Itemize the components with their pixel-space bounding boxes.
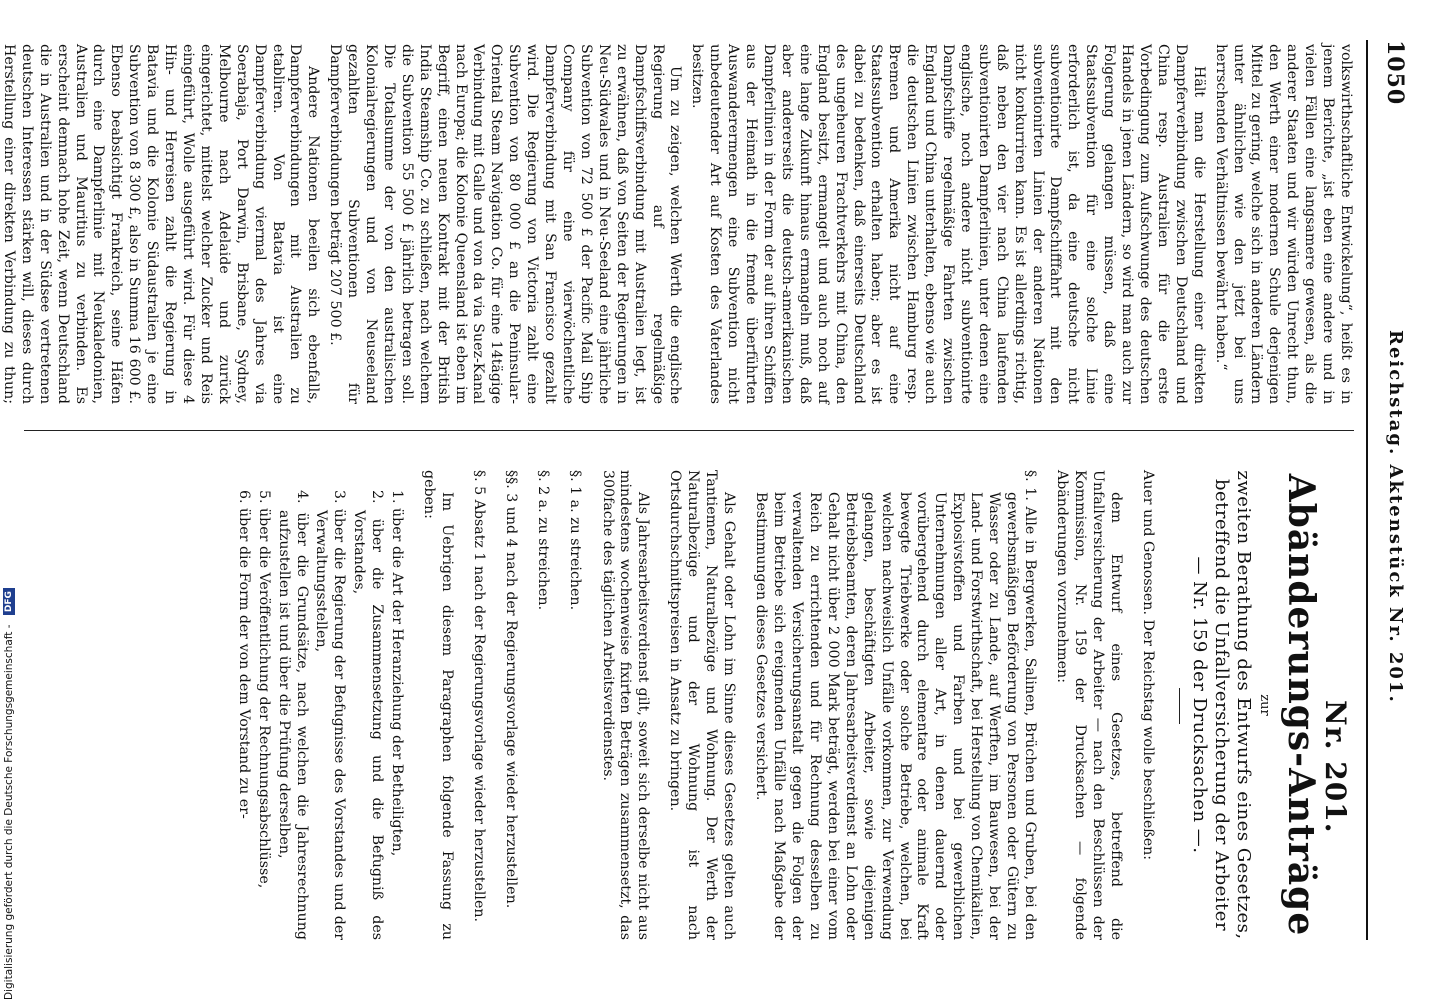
heading-subtitle: zweiten Berathung des Entwurfs eines Gesetzes, betreffend die Unfallversicherung der Arbeiter — Nr. 159 der Drucksachen —.	[1189, 470, 1254, 940]
amendment-paragraph: Im Uebrigen diesem Paragraphen folgende Fassung zu geben:	[421, 470, 456, 940]
amendment-paragraph: §. 2 a. zu streichen.	[535, 470, 552, 611]
left-column	[0, 44, 1354, 404]
amendment-paragraph: §. 1. Alle in Bergwerken, Salinen, Brüchen und Gruben, bei den gewerbsmäßigen Beförderung von Personen oder Gütern zu Wasser oder zu Lande, auf Werften, im Bauwesen, bei der Land- und Forstwirthschaft, bei Herstellung von Chemikalien, Explosivstoffen und Farben und bei gewerblichen Unternehmungen aller Art, in denen dauernd oder vorübergehend durch elementare oder animale Kraft bewegte Triebwerke oder solche Betriebe, welchen, bei welchen nachweislich Unfälle vorkommen, zur Verwendung gelangen, beschäftigten Arbeiter, sowie diejenigen Betriebsbeamten, deren Jahresarbeitsverdienst an Lohn oder Gehalt nicht über 2 000 Mark beträgt, werden bei einer vom Reich zu errichtenden und für Rechnung desselben zu verwaltenden Versicherungsanstalt gegen die Folgen der beim Betriebe sich ereignenden Unfälle nach Maßgabe der Bestimmungen dieses Gesetzes versichert.	[753, 470, 1038, 940]
left-paragraph: volkswirthschaftliche Entwickelung“, heißt es in jenem Berichte, „ist eben eine andere und in vielen Fällen eine langsamere gewesen, als die anderer Staaten und wir würden Unrecht thun, den Werth einer modernen Schule derjenigen Mittel zu gering, welche sich in anderen Ländern unter ähnlichen wie den jetzt bei uns herrschenden Verhältnissen bewährt haben.“	[1212, 44, 1354, 404]
running-title: Reichstag. Aktenstück Nr. 201.	[1385, 330, 1406, 704]
running-head	[1378, 40, 1408, 940]
amendment-paragraph: §. 1 a. zu streichen.	[567, 470, 584, 611]
amendment-paragraph: §. 5 Absatz 1 nach der Regierungsvorlage wieder herzustellen.	[471, 470, 488, 923]
heading-rule	[1179, 688, 1180, 724]
heading-connector: zur	[1257, 694, 1272, 716]
amendment-paragraph: §§. 3 und 4 nach der Regierungsvorlage wieder herzustellen.	[503, 470, 520, 909]
amendment-paragraph: Als Jahresarbeitsverdienst gilt, soweit sich derselbe nicht aus mindestens wochenweise fixirten Beträgen zusammensetzt, das 300fache des täglichen Arbeitsverdienstes.	[599, 470, 652, 940]
column-divider	[24, 430, 1354, 431]
left-paragraph: Hält man die Herstellung einer direkten Dampferverbindung zwischen Deutschland und China resp. Australien für die erste Vorbedingung zum Aufschwunge des deutschen Handels in jenen Ländern, so wird man auch zur Folgerung gelangen müssen, daß eine Staatssubvention für eine solche Linie erforderlich ist, da eine deutsche nicht subventionirte Dampfschifffahrt mit den subventionirten Linien der anderen Nationen nicht konkurriren kann. Es ist allerdings richtig, daß neben den vier nach China laufenden subventionirten Dampferlinien, unter denen eine englische, noch andere nicht subventionirte Dampfschiffe regelmäßige Fahrten zwischen England und China unterhalten, ebenso wie auch die deutschen Linien zwischen Hamburg resp. Bremen und Amerika nicht auf eine Staatssubvention erhalten haben; aber es ist dabei zu bedenken, daß einerseits Deutschland des ungeheuren Frachtverkehrs mit China, den England besitzt, ermangelt und auch noch auf eine lange Zukunft hinaus ermangeln muß, daß aber andererseits die deutsch-amerikanischen Dampferlinien in der Form der auf ihren Schiffen aus der Heimath in die fremde überführten Auswanderermengen eine Subvention nicht unbedeutender Art auf Kosten des Vaterlandes besitzen.	[689, 44, 1207, 404]
dfg-logo: DFG	[3, 588, 15, 615]
page-number: 1050	[1382, 40, 1408, 106]
left-paragraph: Andere Nationen beeilen sich ebenfalls, Dampferverbindungen mit Australien zu etabliren. Von Batavia ist eine Dampferverbindung viermal des Jahres via Soerabaja, Port Darwin, Brisbane, Sydney, Melbourne nach Adelaide und zurück eingerichtet, mittelst welcher Zucker und Reis eingeführt, Wolle ausgeführt wird. Für diese 4 Hin- und Herreisen zahlt die Regierung in Batavia und die Kolonie Südaustralien je eine Subvention von 8 300 £, also in Summa 16 600 £. Ebenso beabsichtigt Frankreich, seine Häfen durch eine Dampferlinie mit Neukaledonien, Australien und Mauritius zu verbinden. Es erscheint demnach hohe Zeit, wenn Deutschland die in Australien und in der Südsee vertretenen deutschen Interessen stärken will, dieses durch Herstellung einer direkten Verbindung zu thun;	[0, 44, 322, 404]
list-item: 4. über die Grundsätze, nach welchen die Jahresrechnung aufzustellen ist und über die Prüfung derselben,	[275, 490, 310, 940]
digitization-footer	[2, 588, 16, 1000]
list-item: 5. über die Veröffentlichung der Rechnungsabschlüsse,	[255, 490, 272, 889]
list-item: 1. über die Art der Heranziehung der Betheiligten,	[389, 490, 406, 857]
section-heading: Abänderungs-Anträge	[1280, 473, 1322, 937]
left-paragraph: Um zu zeigen, welchen Werth die englische Regierung auf regelmäßige Dampfschiffsverbindung mit Australien legt, ist zu erwähnen, daß von Seiten der Regierungen in Neu-Südwales und in Neu-Seeland eine jährliche Subvention von 72 500 £ der Pacific Mail Ship Company für eine vierwöchentliche Dampferverbindung mit San Francisco gezahlt wird. Die Regierung von Victoria zahlt eine Subvention von 80 000 £ an die Peninsular-Oriental Steam Navigation Co. für eine 14tägige Verbindung mit Galle und von da via Suez-Kanal nach Europa; die Kolonie Queensland ist eben im Begriff, einen neuen Kontrakt mit der British India Steamship Co. zu schließen, nach welchem die Subvention 55 500 £ jährlich betragen soll. Die Totalsumme der von den australischen Kolonialregierungen und von Neuseeland gezahlten Subventionen für Dampferverbindungen beträgt 207 500 £.	[327, 44, 684, 404]
header-rule	[1366, 40, 1368, 940]
list-item: 2. über die Zusammensetzung und die Befugniß des Vorstandes,	[351, 490, 386, 940]
list-item: 3. über die Regierung der Befugnisse des Vorstandes und der Verwaltungsstellen,	[313, 490, 348, 940]
list-item: 6. über die Form der von dem Vorstand zu er-	[235, 490, 252, 819]
amendment-paragraph: Auer und Genossen. Der Reichstag wolle beschließen:	[1139, 470, 1156, 861]
footer-note-text: Digitalisierung gefördert durch die Deutsche Forschungsgemeinschaft -	[3, 624, 15, 1000]
document-number: Nr. 201.	[1319, 700, 1352, 834]
right-column	[232, 470, 1170, 940]
amendment-paragraph: Als Gehalt oder Lohn im Sinne dieses Gesetzes gelten auch Tantiemen, Naturalbezüge und Wohnung. Der Werth der Naturalbezüge und der Wohnung ist nach Ortsdurchschnittspreisen in Ansatz zu bringen.	[667, 470, 738, 940]
amendment-paragraph: dem Entwurf eines Gesetzes, betreffend die Unfallversicherung der Arbeiter — nach den Beschlüssen der Kommission, Nr. 159 der Drucksachen — folgende Abänderungen vorzunehmen:	[1054, 470, 1124, 940]
